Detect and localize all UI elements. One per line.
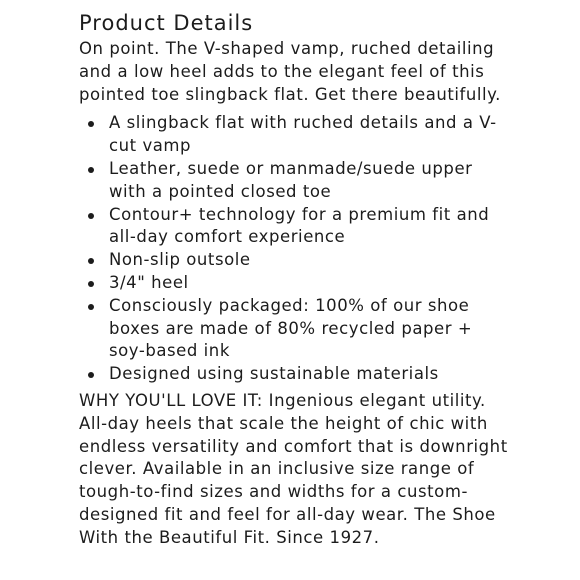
bullet-icon <box>88 258 94 264</box>
section-title: Product Details <box>79 11 254 35</box>
why-you-love-it-paragraph: WHY YOU'LL LOVE IT: Ingenious elegant utility. All-day heels that scale the height of chic with endless versatility and comfort that is downright clever. Available in an inclusive size range of tough-to-find sizes and widths for a custom-designed fit and feel for all-day wear. The Shoe With the Beautiful Fit. Since 1927. <box>79 390 508 547</box>
list-item <box>109 112 510 158</box>
list-item <box>109 295 510 363</box>
list-item-text: 3/4" heel <box>109 272 189 292</box>
bullet-icon <box>88 304 94 310</box>
list-item <box>109 158 510 204</box>
list-item <box>109 249 510 272</box>
list-item <box>109 272 510 295</box>
bullet-icon <box>88 213 94 219</box>
feature-list <box>79 112 510 386</box>
bullet-icon <box>88 281 94 287</box>
intro-paragraph: On point. The V-shaped vamp, ruched detailing and a low heel adds to the elegant feel of this pointed toe slingback flat. Get there beautifully. <box>79 39 501 104</box>
list-item <box>109 363 510 386</box>
bullet-icon <box>88 121 94 127</box>
list-item-text: Leather, suede or manmade/suede upper with a pointed closed toe <box>109 158 473 201</box>
list-item-text: Non-slip outsole <box>109 250 251 270</box>
list-item <box>109 204 510 250</box>
list-item-text: A slingback flat with ruched details and a V-cut vamp <box>109 113 497 156</box>
list-item-text: Contour+ technology for a premium fit and all-day comfort experience <box>109 204 490 247</box>
bullet-icon <box>88 167 94 173</box>
list-item-text: Consciously packaged: 100% of our shoe boxes are made of 80% recycled paper + soy-based ink <box>109 295 473 361</box>
bullet-icon <box>88 372 94 378</box>
list-item-text: Designed using sustainable materials <box>109 364 439 384</box>
